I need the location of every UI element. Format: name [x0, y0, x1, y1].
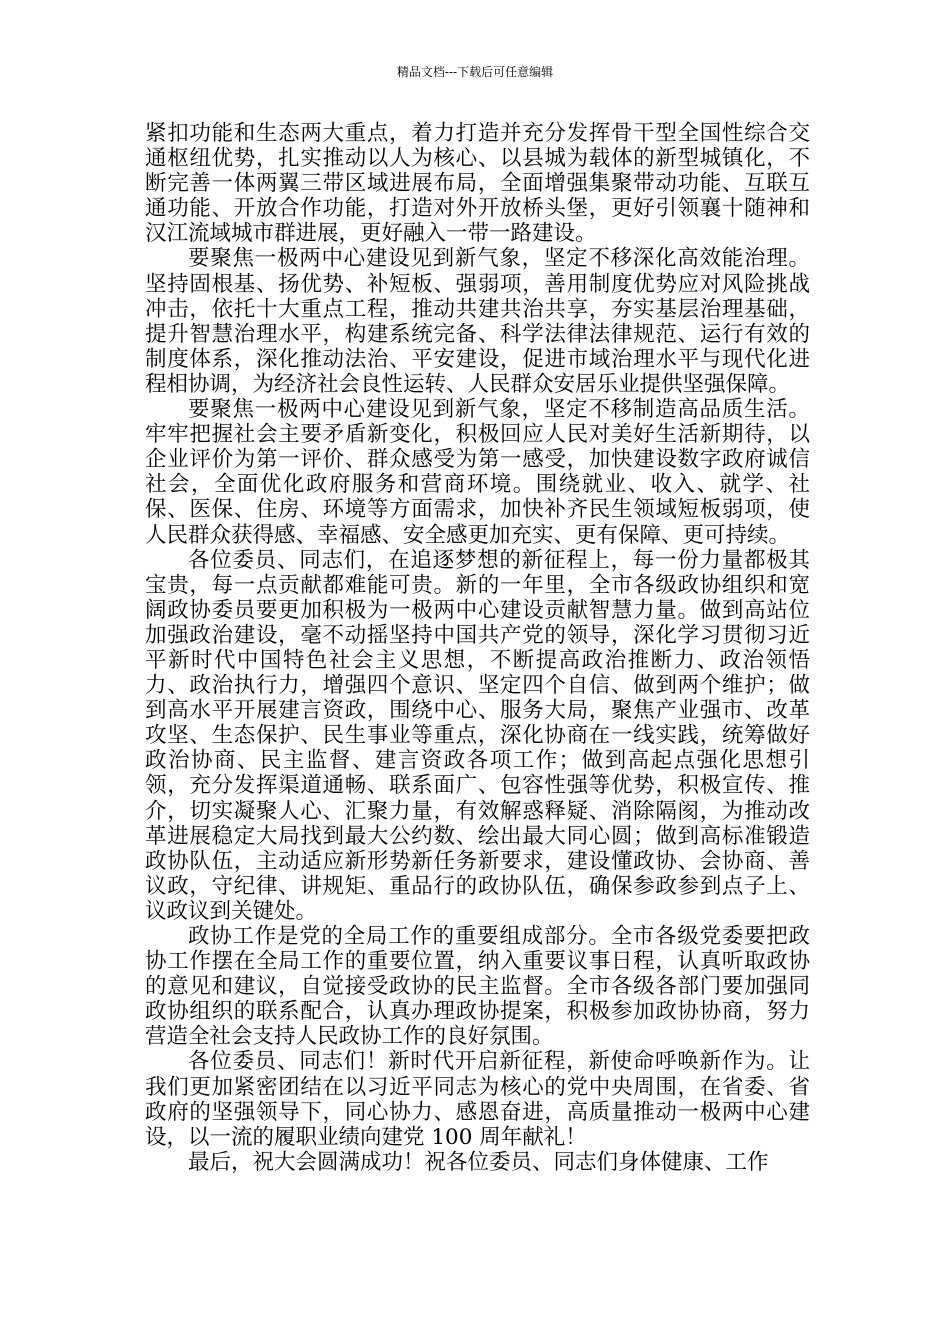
paragraph-3: 要聚焦一极两中心建设见到新气象，坚定不移制造高品质生活。牢牢把握社会主要矛盾新变化，积极回应人民对美好生活新期待，以企业评价为第一评价、群众感受为第一感受，加快建设数字政府诚信社会，全面优化政府服务和营商环境。围绕就业、收入、就学、社保、医保、住房、环境等方面需求，加快补齐民生领域短板弱项，使人民群众获得感、幸福感、安全感更加充实、更有保障、更可持续。 — [145, 397, 810, 548]
paragraph-1: 紧扣功能和生态两大重点，着力打造并充分发挥骨干型全国性综合交通枢纽优势，扎实推动以人为核心、以县城为载体的新型城镇化，不断完善一体两翼三带区域进展布局，全面增强集聚带动功能、互联互通功能、开放合作功能，打造对外开放桥头堡，更好引领襄十随神和汉江流域城市群进展，更好融入一带一路建设。 — [145, 121, 810, 247]
paragraph-5: 政协工作是党的全局工作的重要组成部分。全市各级党委要把政协工作摆在全局工作的重要位置，纳入重要议事日程，认真听取政协的意见和建议，自觉接受政协的民主监督。全市各级各部门要加强同政协组织的联系配合，认真办理政协提案，积极参加政协协商，努力营造全社会支持人民政协工作的良好氛围。 — [145, 924, 810, 1050]
page-header: 精品文档---下载后可任意编辑 — [396, 65, 554, 79]
paragraph-6: 各位委员、同志们！新时代开启新征程，新使命呼唤新作为。让我们更加紧密团结在以习近平同志为核心的党中央周围，在省委、省政府的坚强领导下，同心协力、感恩奋进，高质量推动一极两中心建设，以一流的履职业绩向建党 100 周年献礼！ — [145, 1049, 810, 1150]
paragraph-7: 最后，祝大会圆满成功！祝各位委员、同志们身体健康、工作 — [188, 1149, 769, 1175]
document-body — [145, 121, 810, 1175]
paragraph-4: 各位委员、同志们，在追逐梦想的新征程上，每一份力量都极其宝贵，每一点贡献都难能可贵。新的一年里，全市各级政协组织和宽阔政协委员要更加积极为一极两中心建设贡献智慧力量。做到高站位加强政治建设，毫不动摇坚持中国共产党的领导，深化学习贯彻习近平新时代中国特色社会主义思想，不断提高政治推断力、政治领悟力、政治执行力，增强四个意识、坚定四个自信、做到两个维护；做到高水平开展建言资政，围绕中心、服务大局，聚焦产业强市、改革攻坚、生态保护、民生事业等重点，深化协商在一线实践，统筹做好政治协商、民主监督、建言资政各项工作；做到高起点强化思想引领，充分发挥渠道通畅、联系面广、包容性强等优势，积极宣传、推介，切实凝聚人心、汇聚力量，有效解惑释疑、消除隔阂，为推动改革进展稳定大局找到最大公约数、绘出最大同心圆；做到高标准锻造政协队伍，主动适应新形势新任务新要求，建设懂政协、会协商、善议政，守纪律、讲规矩、重品行的政协队伍，确保参政参到点子上、议政议到关键处。 — [145, 547, 810, 924]
paragraph-2: 要聚焦一极两中心建设见到新气象，坚定不移深化高效能治理。坚持固根基、扬优势、补短板、强弱项，善用制度优势应对风险挑战冲击，依托十大重点工程，推动共建共治共享，夯实基层治理基础，提升智慧治理水平，构建系统完备、科学法律法律规范、运行有效的制度体系，深化推动法治、平安建设，促进市域治理水平与现代化进程相协调，为经济社会良性运转、人民群众安居乐业提供坚强保障。 — [145, 246, 810, 397]
